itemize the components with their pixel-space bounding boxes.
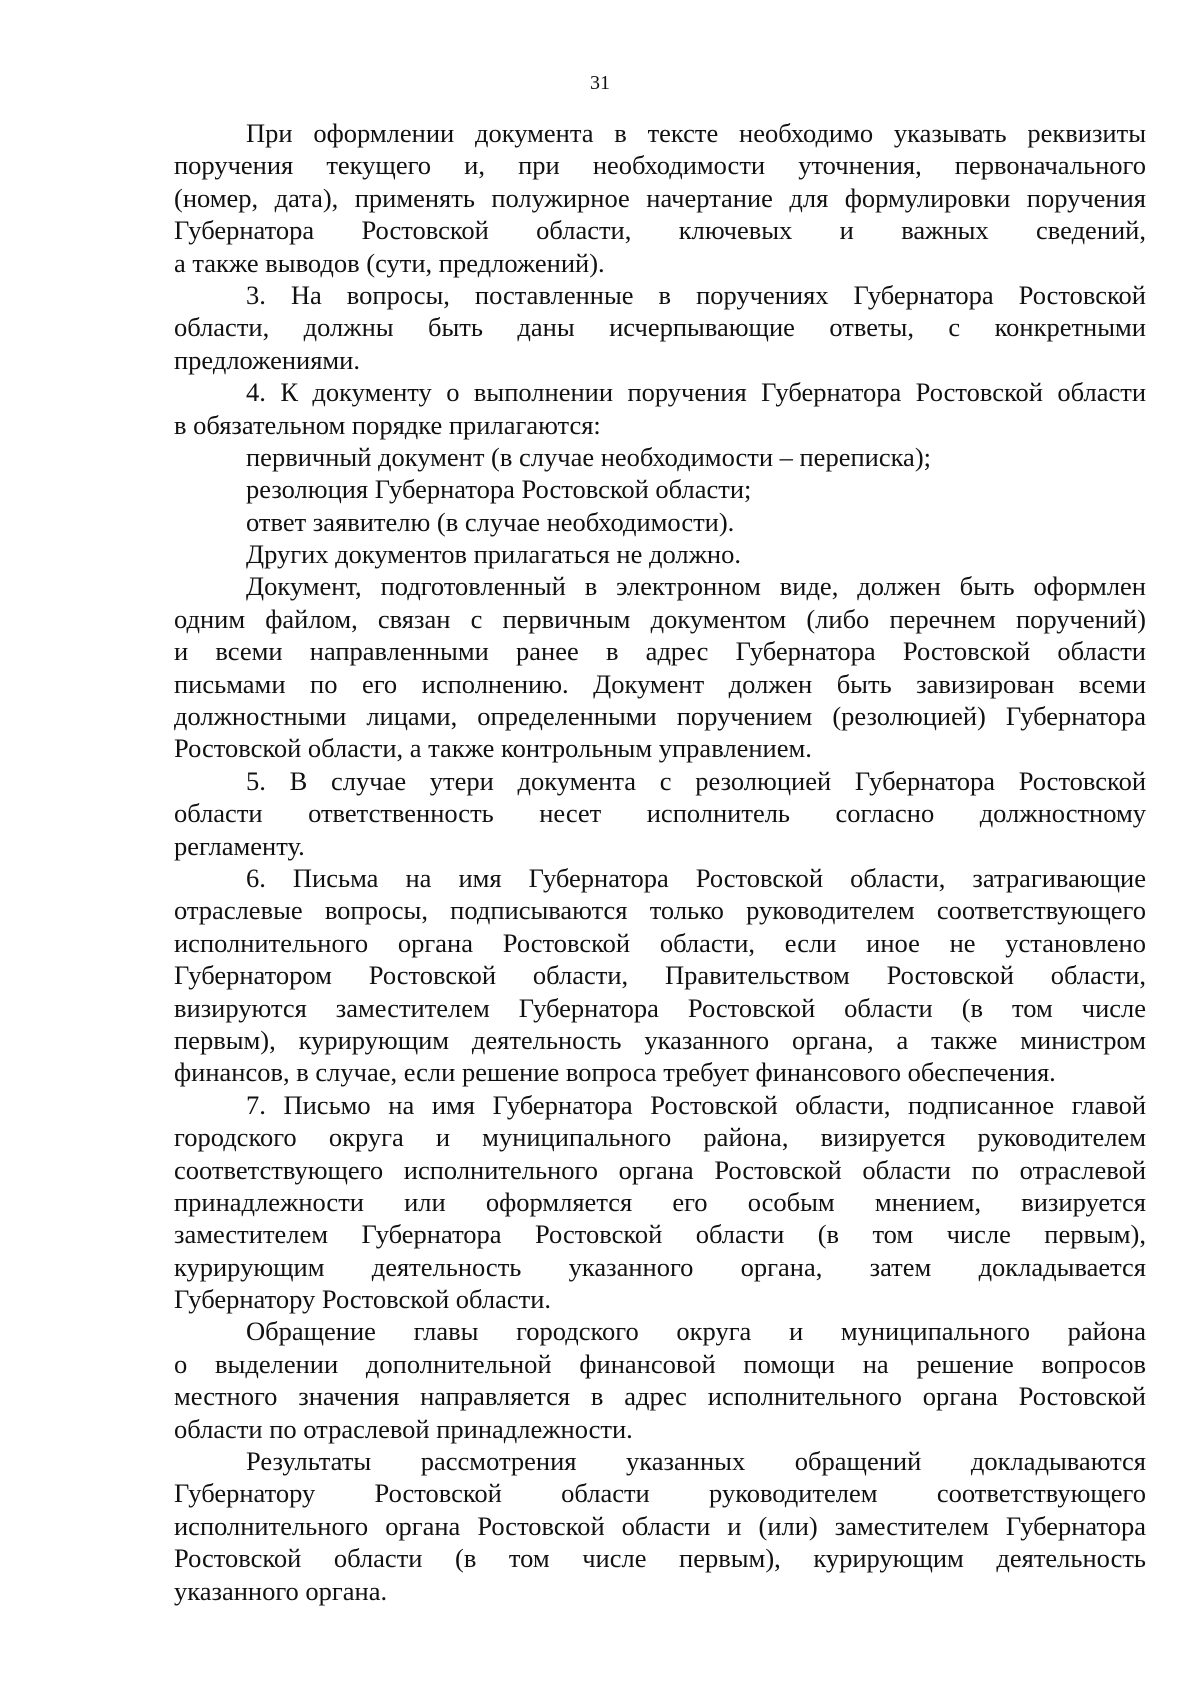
text-line: о выделении дополнительной финансовой помощи на решение вопросов xyxy=(174,1348,1146,1379)
text-line: первичный документ (в случае необходимости – переписка); xyxy=(246,441,932,472)
text-line: области, должны быть даны исчерпывающие ответы, с конкретными xyxy=(174,312,1146,343)
list-item-primary-document xyxy=(174,441,1146,473)
text-line: исполнительного органа Ростовской области, если иное не установлено xyxy=(174,927,1146,958)
paragraph-item-6 xyxy=(174,862,1146,1089)
text-line: отраслевые вопросы, подписываются только руководителем соответствующего xyxy=(174,895,1146,926)
text-line: заместителем Губернатора Ростовской области (в том числе первым), xyxy=(174,1219,1146,1250)
text-line: а также выводов (сути, предложений). xyxy=(174,247,605,278)
text-line: Ростовской области (в том числе первым), курирующим деятельность xyxy=(174,1543,1146,1574)
text-line: исполнительного органа Ростовской области и (или) заместителем Губернатора xyxy=(174,1510,1146,1541)
text-line: предложениями. xyxy=(174,344,360,375)
text-line: области ответственность несет исполнитель согласно должностному xyxy=(174,798,1146,829)
text-line: ответ заявителю (в случае необходимости). xyxy=(246,506,735,537)
list-item-reply xyxy=(174,506,1146,538)
paragraph-item-4 xyxy=(174,376,1146,441)
text-line: Других документов прилагаться не должно. xyxy=(246,539,741,570)
text-line: (номер, дата), применять полужирное начертание для формулировки поручения xyxy=(174,182,1146,213)
text-line: принадлежности или оформляется его особым мнением, визируется xyxy=(174,1186,1146,1217)
text-line: в обязательном порядке прилагаются: xyxy=(174,409,601,440)
text-line: визируются заместителем Губернатора Ростовской области (в том числе xyxy=(174,992,1146,1023)
paragraph-appeal xyxy=(174,1315,1146,1445)
text-line: регламенту. xyxy=(174,830,305,861)
text-line: одним файлом, связан с первичным документом (либо перечнем поручений) xyxy=(174,603,1146,634)
text-line: Документ, подготовленный в электронном виде, должен быть оформлен xyxy=(246,571,1146,602)
paragraph-item-3 xyxy=(174,279,1146,376)
paragraph-results xyxy=(174,1445,1146,1607)
text-line: поручения текущего и, при необходимости уточнения, первоначального xyxy=(174,150,1146,181)
document-body xyxy=(174,117,1146,1607)
text-line: 5. В случае утери документа с резолюцией Губернатора Ростовской xyxy=(246,765,1146,796)
paragraph-electronic-document xyxy=(174,570,1146,764)
text-line: соответствующего исполнительного органа Ростовской области по отраслевой xyxy=(174,1154,1146,1185)
page-number: 31 xyxy=(590,72,610,94)
text-line: Губернатору Ростовской области. xyxy=(174,1284,552,1315)
text-line: 7. Письмо на имя Губернатора Ростовской области, подписанное главой xyxy=(246,1089,1146,1120)
paragraph-requisites-formatting xyxy=(174,117,1146,279)
text-line: 6. Письма на имя Губернатора Ростовской области, затрагивающие xyxy=(246,862,1146,893)
text-line: первым), курирующим деятельность указанного органа, а также министром xyxy=(174,1024,1146,1055)
text-line: Обращение главы городского округа и муниципального района xyxy=(246,1316,1146,1347)
text-line: Губернатором Ростовской области, Правительством Ростовской области, xyxy=(174,960,1146,991)
text-line: местного значения направляется в адрес исполнительного органа Ростовской xyxy=(174,1381,1146,1412)
text-line: указанного органа. xyxy=(174,1575,388,1606)
text-line: 3. На вопросы, поставленные в поручениях Губернатора Ростовской xyxy=(246,279,1146,310)
paragraph-no-other-documents xyxy=(174,538,1146,570)
paragraph-item-7 xyxy=(174,1089,1146,1316)
text-line: и всеми направленными ранее в адрес Губернатора Ростовской области xyxy=(174,636,1146,667)
text-line: резолюция Губернатора Ростовской области; xyxy=(246,474,752,505)
text-line: При оформлении документа в тексте необходимо указывать реквизиты xyxy=(246,118,1146,148)
text-line: финансов, в случае, если решение вопроса требует финансового обеспечения. xyxy=(174,1057,1056,1088)
text-line: курирующим деятельность указанного органа, затем докладывается xyxy=(174,1251,1146,1282)
text-line: Ростовской области, а также контрольным управлением. xyxy=(174,733,812,764)
text-line: Результаты рассмотрения указанных обращений докладываются xyxy=(246,1446,1146,1477)
text-line: 4. К документу о выполнении поручения Губернатора Ростовской области xyxy=(246,377,1146,408)
text-line: письмами по его исполнению. Документ должен быть завизирован всеми xyxy=(174,668,1146,699)
text-line: области по отраслевой принадлежности. xyxy=(174,1413,633,1444)
list-item-resolution xyxy=(174,473,1146,505)
text-line: должностными лицами, определенными поручением (резолюцией) Губернатора xyxy=(174,701,1146,732)
text-line: городского округа и муниципального района, визируется руководителем xyxy=(174,1122,1146,1153)
text-line: Губернатору Ростовской области руководителем соответствующего xyxy=(174,1478,1146,1509)
text-line: Губернатора Ростовской области, ключевых и важных сведений, xyxy=(174,215,1146,246)
paragraph-item-5 xyxy=(174,765,1146,862)
